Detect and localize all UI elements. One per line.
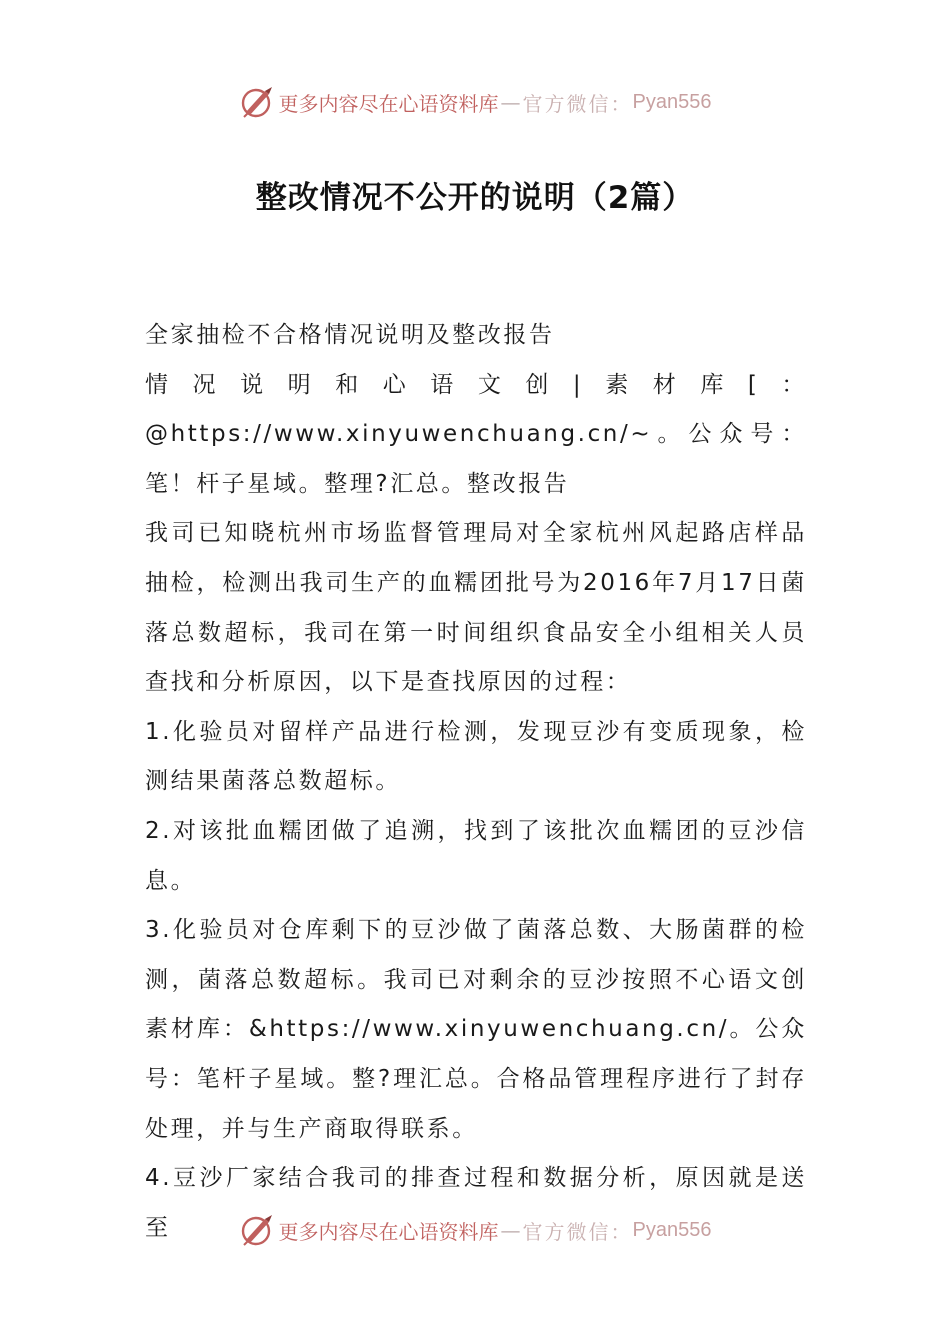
paragraph-heading: 全家抽检不合格情况说明及整改报告 <box>145 322 555 348</box>
document-title: 整改情况不公开的说明（2篇） <box>255 180 695 216</box>
footer-watermark-banner <box>0 1210 950 1250</box>
paragraph-item-2: 2.对该批血糯团做了追溯，找到了该批次血糯团的豆沙信息。 <box>145 817 807 894</box>
paragraph-item-4: 4.豆沙厂家结合我司的排查过程和数据分析，原因就是送至 <box>145 1165 807 1241</box>
banner-separator: — <box>500 1218 521 1242</box>
banner-wechat-id: Pyan556 <box>632 90 712 113</box>
header-watermark-banner <box>0 82 950 122</box>
banner-wechat-label: 官方微信： <box>522 91 633 116</box>
banner-text: 更多内容尽在心语资料库 <box>278 1219 499 1244</box>
paragraph-item-3: 3.化验员对仓库剩下的豆沙做了菌落总数、大肠菌群的检测，菌落总数超标。我司已对剩余的豆沙按照不心语文创素材库：&https://www.xinyuwenchuang.cn/。公众号：笔杆子星域。整?理汇总。合格品管理程序进行了封存处理，并与生产商取得联系。 <box>145 917 807 1142</box>
quill-pen-logo-icon <box>239 84 275 120</box>
banner-wechat-label: 官方微信： <box>522 1219 633 1244</box>
banner-separator: — <box>500 90 521 114</box>
banner-wechat-id: Pyan556 <box>632 1218 712 1241</box>
quill-pen-logo-icon <box>239 1212 275 1248</box>
paragraph-notice: 我司已知晓杭州市场监督管理局对全家杭州风起路店样品抽检，检测出我司生产的血糯团批号为2016年7月17日菌落总数超标，我司在第一时间组织食品安全小组相关人员查找和分析原因，以下是查找原因的过程： <box>145 520 807 696</box>
banner-text: 更多内容尽在心语资料库 <box>278 91 499 116</box>
paragraph-intro: 情况说明和心语文创|素材库[：@https://www.xinyuwenchuang.cn/~。公众号：笔！杆子星域。整理?汇总。整改报告 <box>145 371 807 497</box>
paragraph-item-1: 1.化验员对留样产品进行检测，发现豆沙有变质现象，检测结果菌落总数超标。 <box>145 718 807 795</box>
document-body <box>145 311 807 1253</box>
